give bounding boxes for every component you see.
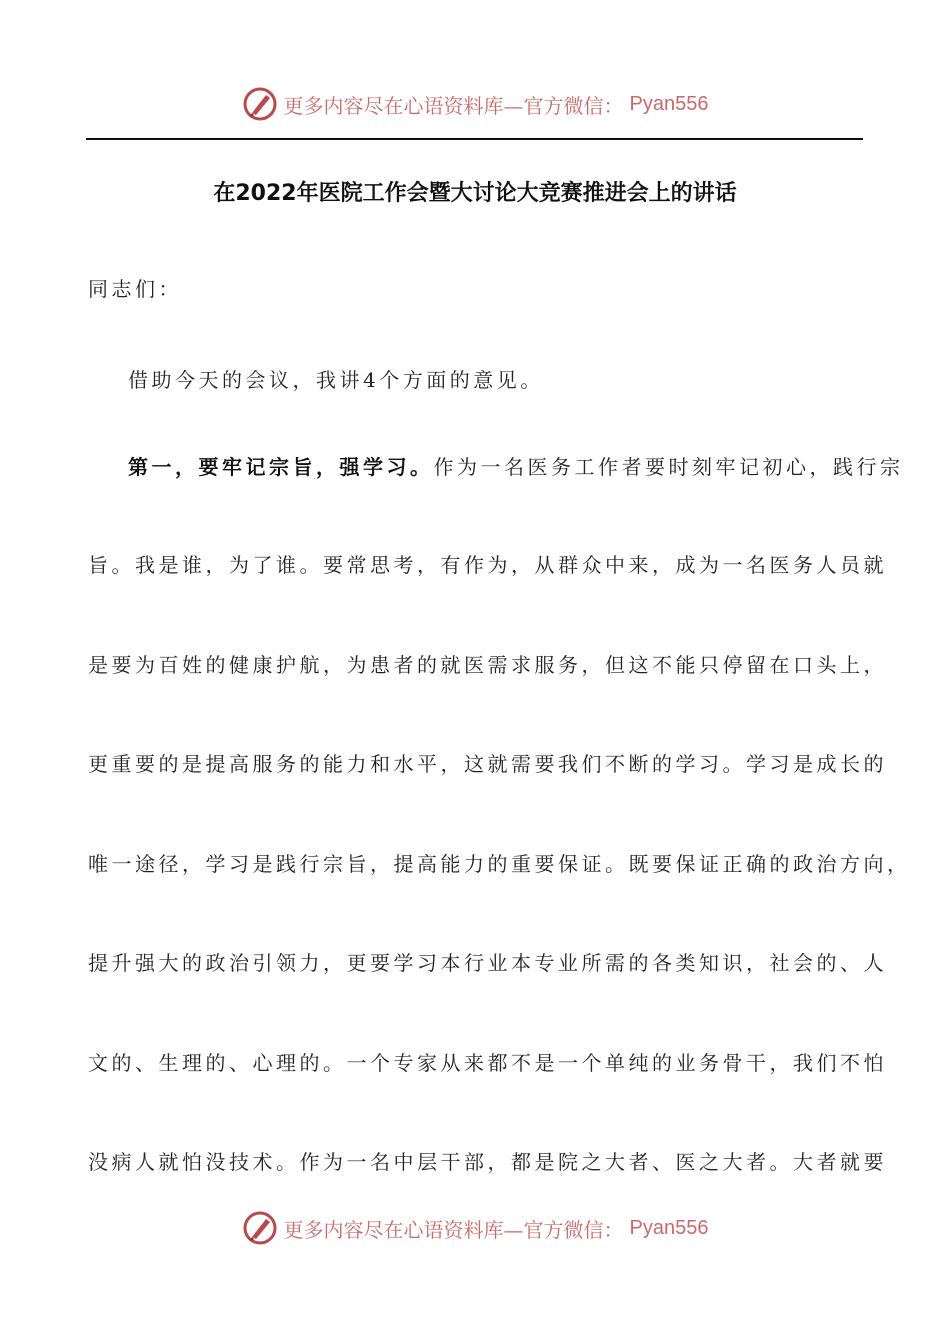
section1-line: 没病人就怕没技术。作为一名中层干部，都是院之大者、医之大者。大者就要 bbox=[88, 1150, 887, 1174]
pen-logo-icon bbox=[242, 86, 278, 122]
pen-logo-icon bbox=[242, 1210, 278, 1246]
banner-wechat-id: Pyan556 bbox=[629, 1216, 709, 1239]
section1-first-line bbox=[128, 451, 904, 480]
salutation: 同志们： bbox=[88, 277, 182, 301]
section1-lead: 第一，要牢记宗旨，强学习。 bbox=[128, 455, 434, 479]
section1-line: 唯一途径，学习是践行宗旨，提高能力的重要保证。既要保证正确的政治方向， bbox=[88, 852, 911, 876]
header-banner bbox=[0, 84, 950, 124]
banner-text: 更多内容尽在心语资料库—官方微信： bbox=[283, 93, 624, 118]
banner-text: 更多内容尽在心语资料库—官方微信： bbox=[283, 1217, 624, 1242]
intro-paragraph: 借助今天的会议，我讲4个方面的意见。 bbox=[128, 368, 544, 392]
section1-line: 更重要的是提高服务的能力和水平，这就需要我们不断的学习。学习是成长的 bbox=[88, 752, 887, 776]
document-title: 在2022年医院工作会暨大讨论大竞赛推进会上的讲话 bbox=[213, 181, 737, 206]
section1-line: 提升强大的政治引领力，更要学习本行业本专业所需的各类知识，社会的、人 bbox=[88, 951, 887, 975]
header-divider bbox=[86, 138, 863, 140]
section1-line: 是要为百姓的健康护航，为患者的就医需求服务，但这不能只停留在口头上， bbox=[88, 653, 887, 677]
banner-wechat-id: Pyan556 bbox=[629, 92, 709, 115]
footer-banner bbox=[0, 1208, 950, 1248]
section1-first-line-rest: 作为一名医务工作者要时刻牢记初心，践行宗 bbox=[433, 455, 904, 479]
section1-line: 文的、生理的、心理的。一个专家从来都不是一个单纯的业务骨干，我们不怕 bbox=[88, 1051, 887, 1075]
section1-line: 旨。我是谁，为了谁。要常思考，有作为，从群众中来，成为一名医务人员就 bbox=[88, 553, 887, 577]
